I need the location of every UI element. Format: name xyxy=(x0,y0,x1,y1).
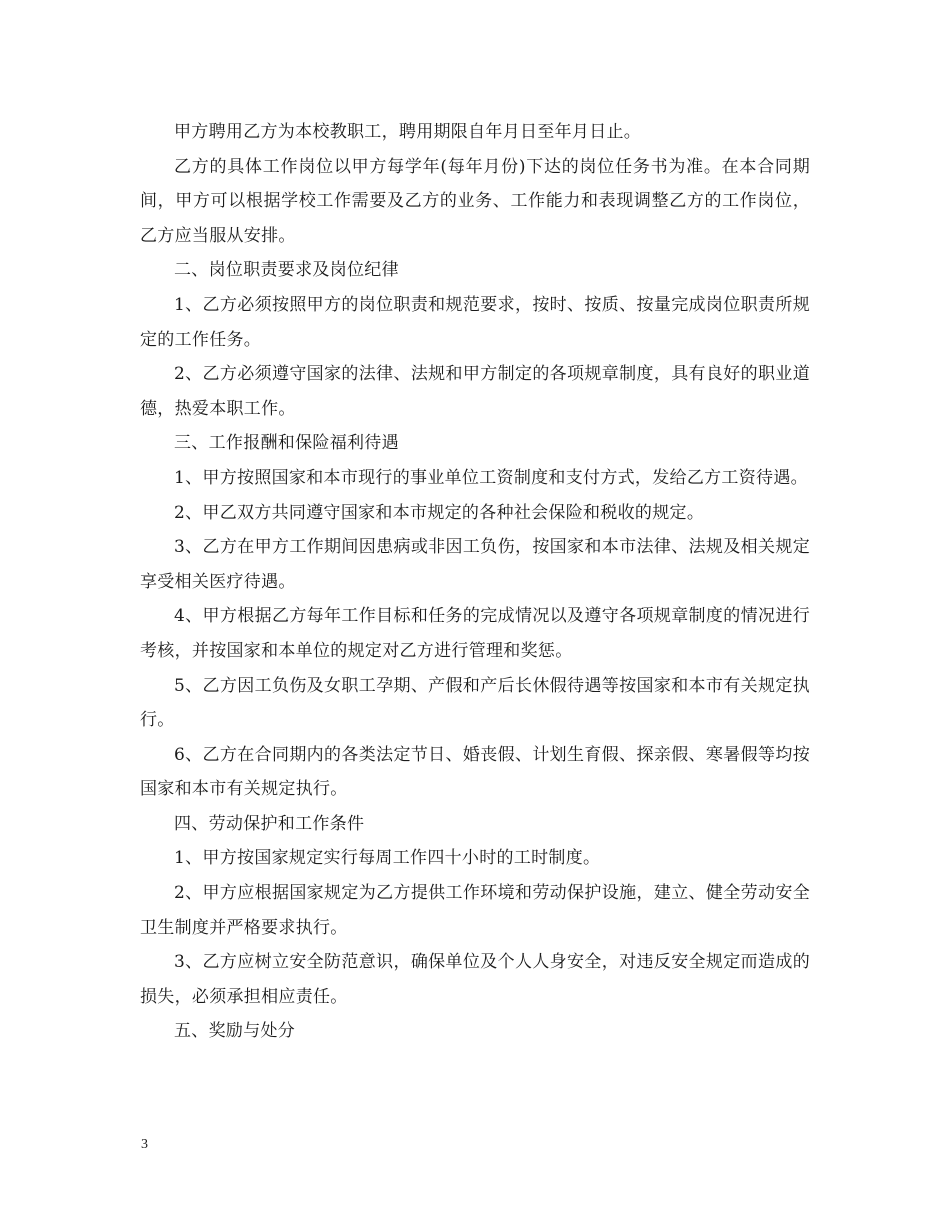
page-number: 3 xyxy=(141,1137,148,1152)
paragraph-employment-term: 甲方聘用乙方为本校教职工，聘用期限自年月日至年月日止。 xyxy=(174,122,642,142)
paragraph-compensation-6: 6、乙方在合同期内的各类法定节日、婚丧假、计划生育假、探亲假、寒暑假等均按国家和本市有关规定执行。 xyxy=(140,744,810,800)
paragraph-protection-2: 2、甲方应根据国家规定为乙方提供工作环境和劳动保护设施，建立、健全劳动安全卫生制度并严格要求执行。 xyxy=(140,883,810,938)
paragraph-compensation-1: 1、甲方按照国家和本市现行的事业单位工资制度和支付方式，发给乙方工资待遇。 xyxy=(174,467,808,488)
paragraph-protection-1: 1、甲方按国家规定实行每周工作四十小时的工时制度。 xyxy=(174,848,601,869)
paragraph-protection-3: 3、乙方应树立安全防范意识，确保单位及个人人身安全，对违反安全规定而造成的损失，必须承担相应责任。 xyxy=(140,952,810,1007)
section-heading-labor-protection: 四、劳动保护和工作条件 xyxy=(174,813,365,834)
section-heading-duties: 二、岗位职责要求及岗位纪律 xyxy=(174,260,399,281)
section-heading-rewards: 五、奖励与处分 xyxy=(174,1021,296,1042)
paragraph-duty-1: 1、乙方必须按照甲方的岗位职责和规范要求，按时、按质、按量完成岗位职责所规定的工作任务。 xyxy=(140,294,810,350)
document-body xyxy=(140,115,810,1049)
paragraph-compensation-5: 5、乙方因工负伤及女职工孕期、产假和产后长休假待遇等按国家和本市有关规定执行。 xyxy=(140,675,810,731)
paragraph-compensation-4: 4、甲方根据乙方每年工作目标和任务的完成情况以及遵守各项规章制度的情况进行考核，并按国家和本单位的规定对乙方进行管理和奖惩。 xyxy=(140,606,810,661)
paragraph-duty-2: 2、乙方必须遵守国家的法律、法规和甲方制定的各项规章制度，具有良好的职业道德，热爱本职工作。 xyxy=(140,364,810,419)
paragraph-compensation-3: 3、乙方在甲方工作期间因患病或非因工负伤，按国家和本市法律、法规及相关规定享受相关医疗待遇。 xyxy=(140,537,810,592)
paragraph-job-position: 乙方的具体工作岗位以甲方每学年(每年月份)下达的岗位任务书为准。在本合同期间，甲方可以根据学校工作需要及乙方的业务、工作能力和表现调整乙方的工作岗位，乙方应当服从安排。 xyxy=(140,156,810,246)
paragraph-compensation-2: 2、甲乙双方共同遵守国家和本市规定的各种社会保险和税收的规定。 xyxy=(174,502,705,523)
section-heading-compensation: 三、工作报酬和保险福利待遇 xyxy=(174,433,399,454)
